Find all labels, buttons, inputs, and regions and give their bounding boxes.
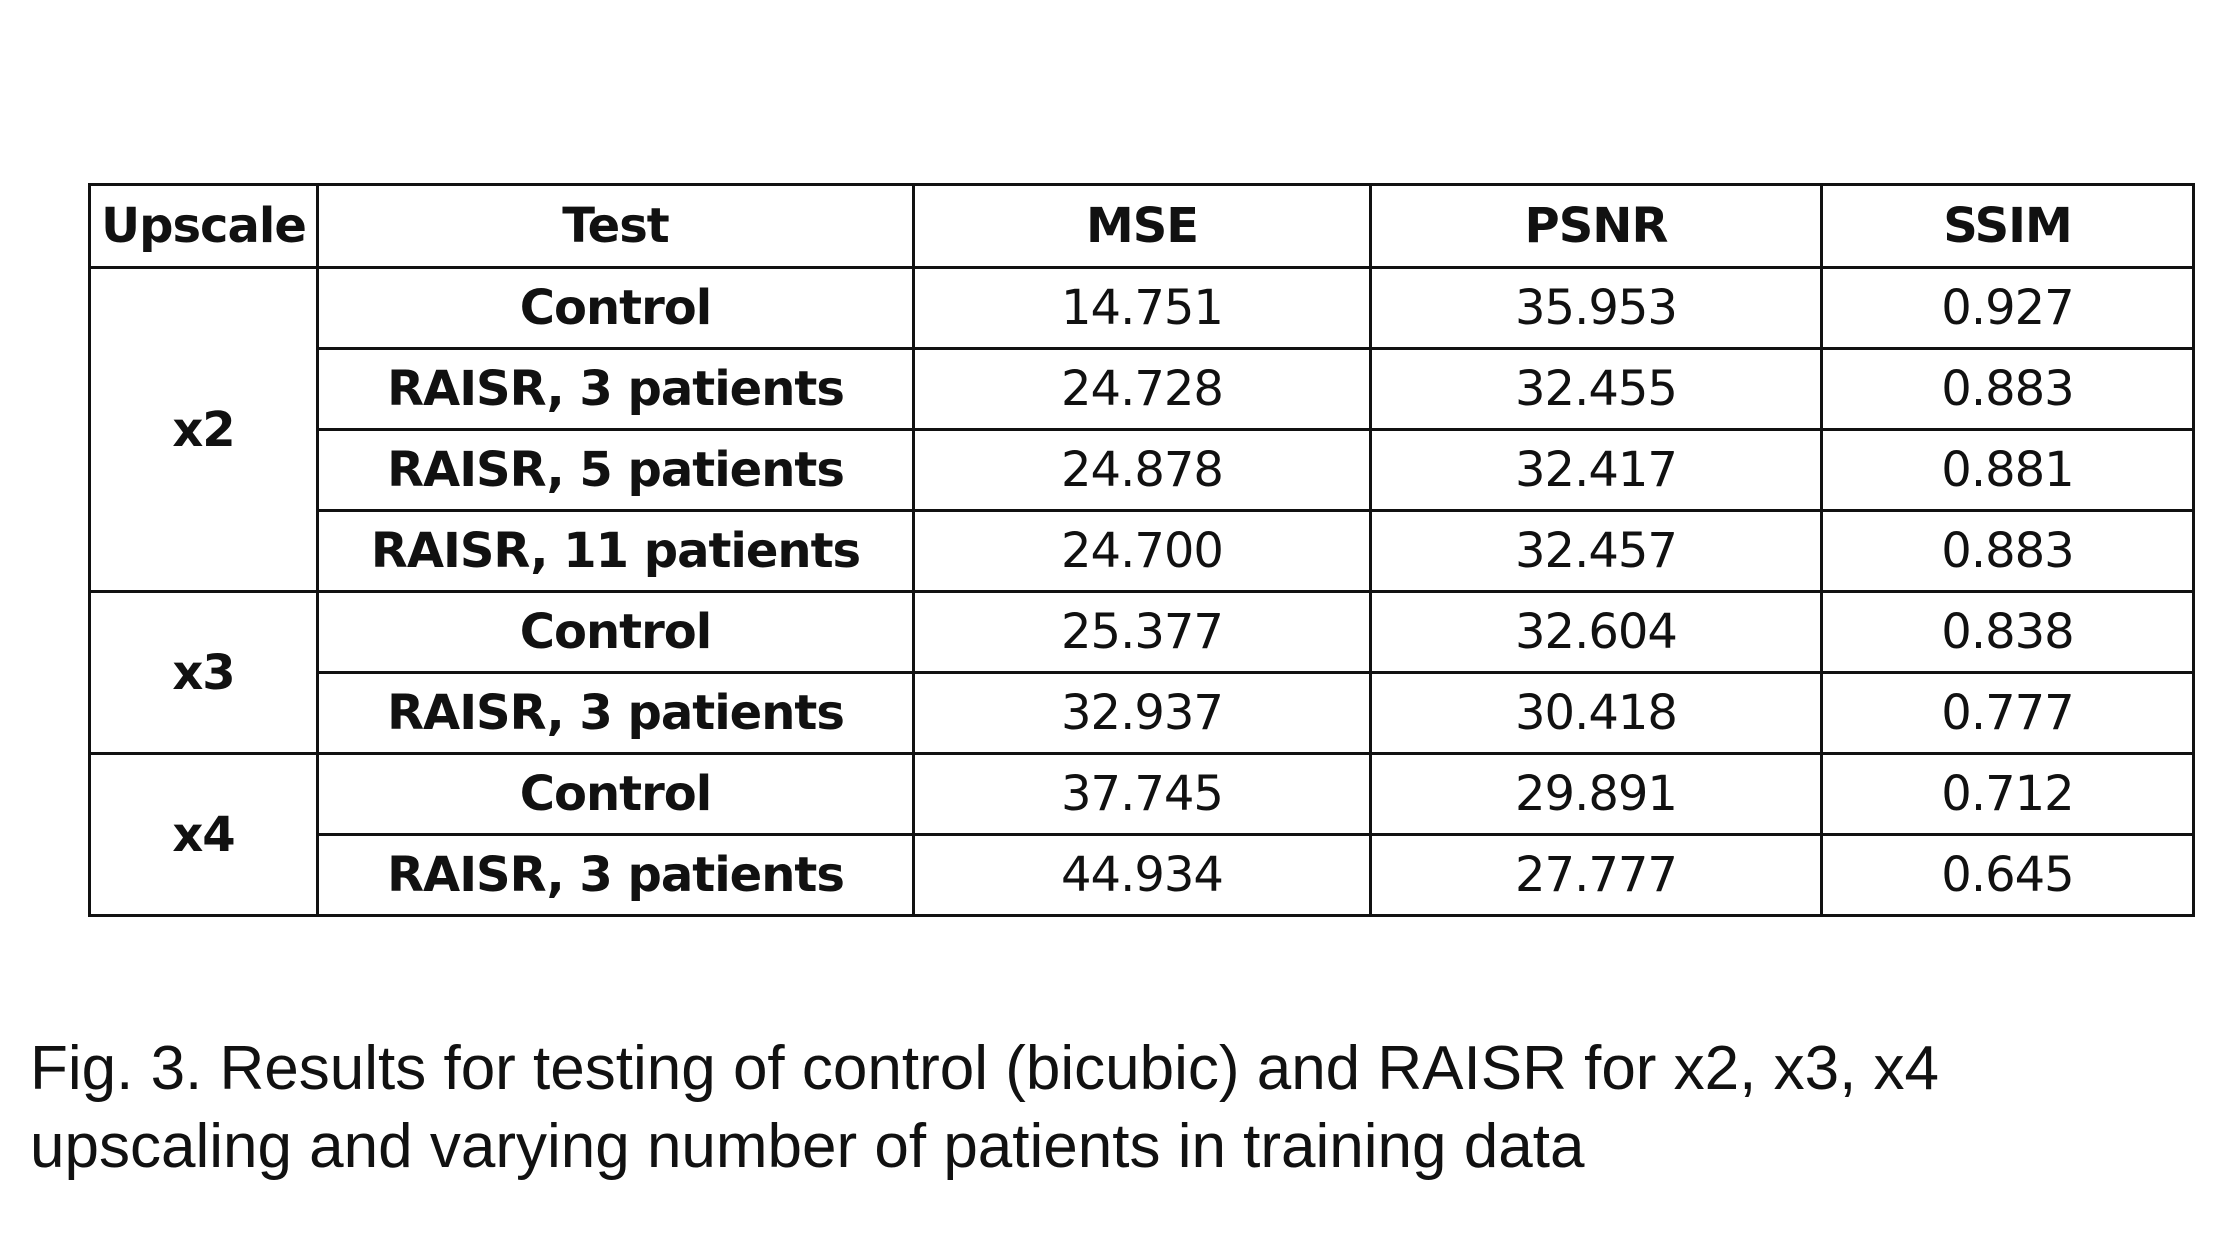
upscale-cell-x4: x4 (90, 754, 318, 916)
ssim-cell: 0.838 (1822, 592, 2194, 673)
test-cell: RAISR, 3 patients (318, 349, 914, 430)
psnr-cell: 35.953 (1371, 268, 1822, 349)
psnr-cell: 32.455 (1371, 349, 1822, 430)
header-upscale: Upscale (90, 185, 318, 268)
psnr-cell: 32.457 (1371, 511, 1822, 592)
table-row (90, 835, 2194, 916)
header-test: Test (318, 185, 914, 268)
test-cell: Control (318, 592, 914, 673)
mse-cell: 25.377 (914, 592, 1371, 673)
table-row (90, 511, 2194, 592)
upscale-cell-x2: x2 (90, 268, 318, 592)
mse-cell: 24.878 (914, 430, 1371, 511)
ssim-cell: 0.777 (1822, 673, 2194, 754)
ssim-cell: 0.645 (1822, 835, 2194, 916)
psnr-cell: 32.417 (1371, 430, 1822, 511)
test-cell: Control (318, 268, 914, 349)
table-row (90, 349, 2194, 430)
figure-caption (30, 1030, 2210, 1186)
caption-line-1: Fig. 3. Results for testing of control (bicubic) and RAISR for x2, x3, x4 (30, 1034, 1940, 1103)
test-cell: RAISR, 3 patients (318, 835, 914, 916)
test-cell: RAISR, 3 patients (318, 673, 914, 754)
mse-cell: 37.745 (914, 754, 1371, 835)
header-psnr: PSNR (1371, 185, 1822, 268)
psnr-cell: 30.418 (1371, 673, 1822, 754)
table-row (90, 673, 2194, 754)
ssim-cell: 0.712 (1822, 754, 2194, 835)
upscale-cell-x3: x3 (90, 592, 318, 754)
ssim-cell: 0.927 (1822, 268, 2194, 349)
mse-cell: 44.934 (914, 835, 1371, 916)
test-cell: Control (318, 754, 914, 835)
test-cell: RAISR, 11 patients (318, 511, 914, 592)
mse-cell: 24.728 (914, 349, 1371, 430)
psnr-cell: 29.891 (1371, 754, 1822, 835)
table-header-row (90, 185, 2194, 268)
ssim-cell: 0.883 (1822, 511, 2194, 592)
psnr-cell: 32.604 (1371, 592, 1822, 673)
table-row (90, 430, 2194, 511)
header-ssim: SSIM (1822, 185, 2194, 268)
test-cell: RAISR, 5 patients (318, 430, 914, 511)
table-row (90, 754, 2194, 835)
table-row (90, 268, 2194, 349)
ssim-cell: 0.881 (1822, 430, 2194, 511)
mse-cell: 24.700 (914, 511, 1371, 592)
results-table (88, 183, 2195, 917)
ssim-cell: 0.883 (1822, 349, 2194, 430)
psnr-cell: 27.777 (1371, 835, 1822, 916)
header-mse: MSE (914, 185, 1371, 268)
mse-cell: 14.751 (914, 268, 1371, 349)
caption-line-2: upscaling and varying number of patients in training data (30, 1112, 1585, 1181)
table-row (90, 592, 2194, 673)
mse-cell: 32.937 (914, 673, 1371, 754)
